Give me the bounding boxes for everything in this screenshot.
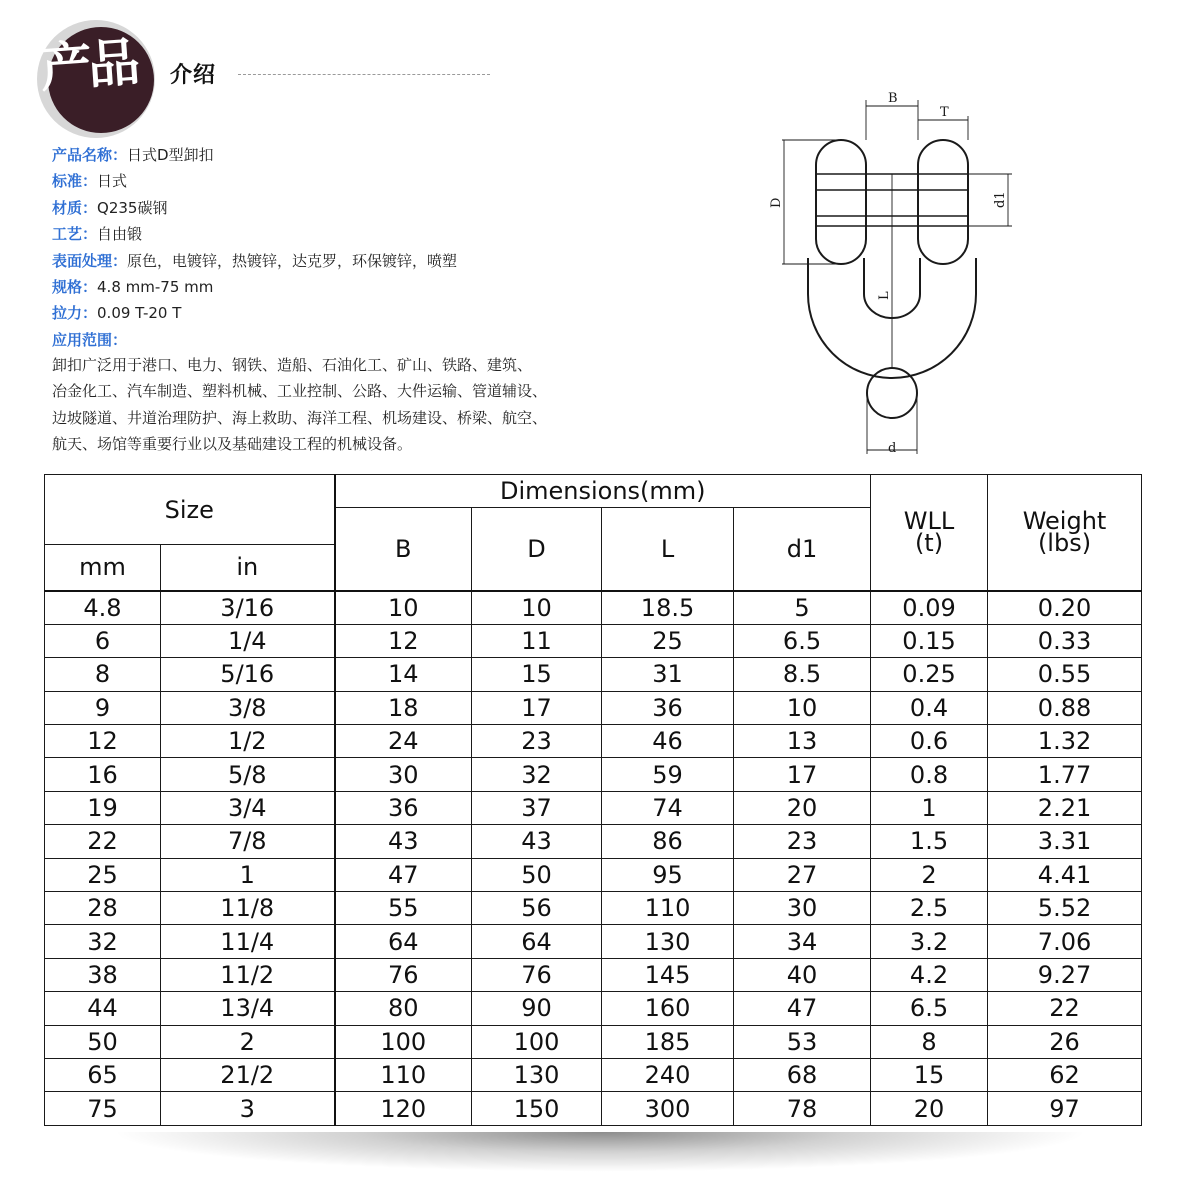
cell-weight: 1.77 bbox=[988, 758, 1142, 791]
cell-weight: 5.52 bbox=[988, 892, 1142, 925]
info-line-spec: 规格：4.8 mm-75 mm bbox=[52, 277, 214, 296]
cell-b: 10 bbox=[335, 591, 472, 625]
cell-l: 95 bbox=[602, 858, 734, 891]
cell-b: 18 bbox=[335, 691, 472, 724]
header-mm: mm bbox=[45, 545, 161, 591]
cell-l: 74 bbox=[602, 791, 734, 824]
cell-size-in: 13/4 bbox=[161, 992, 335, 1025]
info-line-surface: 表面处理：原色，电镀锌，热镀锌，达克罗，环保镀锌，喷塑 bbox=[52, 251, 458, 270]
cell-wll: 0.25 bbox=[871, 658, 988, 691]
cell-weight: 26 bbox=[988, 1025, 1142, 1058]
body-cross-section bbox=[867, 368, 917, 418]
cell-weight: 0.20 bbox=[988, 591, 1142, 625]
cell-d: 32 bbox=[472, 758, 602, 791]
cell-size-in: 11/4 bbox=[161, 925, 335, 958]
cell-size-mm: 65 bbox=[45, 1058, 161, 1091]
application-text bbox=[52, 352, 612, 458]
table-row bbox=[45, 858, 1142, 891]
cell-b: 80 bbox=[335, 992, 472, 1025]
cell-weight: 62 bbox=[988, 1058, 1142, 1091]
cell-weight: 7.06 bbox=[988, 925, 1142, 958]
cell-wll: 0.6 bbox=[871, 725, 988, 758]
header-d: D bbox=[472, 508, 602, 591]
table-row bbox=[45, 825, 1142, 858]
cell-b: 14 bbox=[335, 658, 472, 691]
cell-d: 15 bbox=[472, 658, 602, 691]
info-line-process: 工艺：自由锻 bbox=[52, 225, 143, 244]
cell-weight: 1.32 bbox=[988, 725, 1142, 758]
cell-d1: 23 bbox=[734, 825, 871, 858]
cell-l: 300 bbox=[602, 1092, 734, 1125]
cell-b: 24 bbox=[335, 725, 472, 758]
table-row bbox=[45, 691, 1142, 724]
cell-d: 23 bbox=[472, 725, 602, 758]
spec-table-body bbox=[45, 591, 1142, 1126]
cell-b: 12 bbox=[335, 624, 472, 657]
cell-l: 240 bbox=[602, 1058, 734, 1091]
cell-d1: 10 bbox=[734, 691, 871, 724]
cell-weight: 9.27 bbox=[988, 958, 1142, 991]
cell-size-mm: 12 bbox=[45, 725, 161, 758]
cell-d1: 5 bbox=[734, 591, 871, 625]
cell-size-in: 2 bbox=[161, 1025, 335, 1058]
table-row bbox=[45, 791, 1142, 824]
table-row bbox=[45, 1058, 1142, 1091]
right-eye bbox=[918, 140, 968, 264]
cell-wll: 2.5 bbox=[871, 892, 988, 925]
cell-l: 59 bbox=[602, 758, 734, 791]
cell-size-in: 7/8 bbox=[161, 825, 335, 858]
table-row bbox=[45, 758, 1142, 791]
cell-size-mm: 9 bbox=[45, 691, 161, 724]
cell-d: 56 bbox=[472, 892, 602, 925]
header-size: Size bbox=[45, 475, 335, 545]
cell-l: 145 bbox=[602, 958, 734, 991]
cell-size-in: 3/4 bbox=[161, 791, 335, 824]
cell-size-in: 1/4 bbox=[161, 624, 335, 657]
cell-d: 76 bbox=[472, 958, 602, 991]
cell-size-mm: 32 bbox=[45, 925, 161, 958]
cell-b: 100 bbox=[335, 1025, 472, 1058]
cell-d1: 68 bbox=[734, 1058, 871, 1091]
info-line-application: 应用范围： bbox=[52, 330, 128, 349]
cell-weight: 3.31 bbox=[988, 825, 1142, 858]
cell-d1: 6.5 bbox=[734, 624, 871, 657]
cell-b: 55 bbox=[335, 892, 472, 925]
cell-b: 43 bbox=[335, 825, 472, 858]
cell-d: 37 bbox=[472, 791, 602, 824]
info-line-material: 材质：Q235碳钢 bbox=[52, 198, 168, 217]
table-row bbox=[45, 591, 1142, 625]
product-info bbox=[52, 142, 612, 353]
header-l: L bbox=[602, 508, 734, 591]
cell-wll: 2 bbox=[871, 858, 988, 891]
cell-weight: 22 bbox=[988, 992, 1142, 1025]
cell-wll: 20 bbox=[871, 1092, 988, 1125]
cell-wll: 3.2 bbox=[871, 925, 988, 958]
info-line-tension: 拉力：0.09 T-20 T bbox=[52, 304, 182, 323]
cell-size-mm: 8 bbox=[45, 658, 161, 691]
cell-d1: 8.5 bbox=[734, 658, 871, 691]
cell-d1: 17 bbox=[734, 758, 871, 791]
cell-wll: 0.8 bbox=[871, 758, 988, 791]
header-dimensions: Dimensions(mm) bbox=[335, 475, 871, 508]
table-row bbox=[45, 1025, 1142, 1058]
cell-size-in: 3/16 bbox=[161, 591, 335, 625]
cell-weight: 0.55 bbox=[988, 658, 1142, 691]
title-badge-text: 产品 bbox=[38, 32, 139, 100]
cell-b: 36 bbox=[335, 791, 472, 824]
cell-d: 43 bbox=[472, 825, 602, 858]
cell-l: 110 bbox=[602, 892, 734, 925]
cell-size-mm: 6 bbox=[45, 624, 161, 657]
spec-table bbox=[44, 474, 1142, 1126]
cell-size-mm: 4.8 bbox=[45, 591, 161, 625]
cell-d: 10 bbox=[472, 591, 602, 625]
cell-d1: 34 bbox=[734, 925, 871, 958]
cell-wll: 0.4 bbox=[871, 691, 988, 724]
cell-l: 31 bbox=[602, 658, 734, 691]
cell-weight: 0.88 bbox=[988, 691, 1142, 724]
application-line: 冶金化工、汽车制造、塑料机械、工业控制、公路、大件运输、管道辅设、 bbox=[52, 382, 548, 401]
application-line: 航天、场馆等重要行业以及基础建设工程的机械设备。 bbox=[52, 435, 413, 454]
cell-b: 120 bbox=[335, 1092, 472, 1125]
cell-weight: 4.41 bbox=[988, 858, 1142, 891]
cell-size-mm: 38 bbox=[45, 958, 161, 991]
cell-l: 86 bbox=[602, 825, 734, 858]
cell-size-mm: 50 bbox=[45, 1025, 161, 1058]
cell-b: 76 bbox=[335, 958, 472, 991]
cell-d: 11 bbox=[472, 624, 602, 657]
cell-d: 50 bbox=[472, 858, 602, 891]
cell-l: 130 bbox=[602, 925, 734, 958]
cell-d1: 47 bbox=[734, 992, 871, 1025]
cell-d: 17 bbox=[472, 691, 602, 724]
cell-l: 46 bbox=[602, 725, 734, 758]
label-b: B bbox=[888, 91, 898, 106]
cell-weight: 97 bbox=[988, 1092, 1142, 1125]
cell-wll: 0.09 bbox=[871, 591, 988, 625]
section-subtitle: 介绍 bbox=[170, 63, 217, 88]
cell-d: 64 bbox=[472, 925, 602, 958]
cell-d: 130 bbox=[472, 1058, 602, 1091]
cell-d1: 27 bbox=[734, 858, 871, 891]
cell-b: 110 bbox=[335, 1058, 472, 1091]
cell-d: 100 bbox=[472, 1025, 602, 1058]
cell-size-mm: 25 bbox=[45, 858, 161, 891]
cell-d: 150 bbox=[472, 1092, 602, 1125]
header-weight: Weight (lbs) bbox=[988, 475, 1142, 591]
cell-wll: 4.2 bbox=[871, 958, 988, 991]
cell-l: 36 bbox=[602, 691, 734, 724]
label-d1: d1 bbox=[993, 191, 1008, 208]
label-d-upper: D bbox=[769, 197, 784, 208]
header-in: in bbox=[161, 545, 335, 591]
cell-wll: 1 bbox=[871, 791, 988, 824]
cell-d: 90 bbox=[472, 992, 602, 1025]
bottom-shadow bbox=[110, 1132, 1090, 1172]
cell-size-in: 1 bbox=[161, 858, 335, 891]
cell-size-in: 5/8 bbox=[161, 758, 335, 791]
cell-size-mm: 44 bbox=[45, 992, 161, 1025]
header-divider bbox=[238, 74, 490, 75]
cell-wll: 15 bbox=[871, 1058, 988, 1091]
cell-size-in: 11/8 bbox=[161, 892, 335, 925]
label-t: T bbox=[940, 105, 949, 120]
cell-size-in: 5/16 bbox=[161, 658, 335, 691]
cell-l: 185 bbox=[602, 1025, 734, 1058]
cell-l: 25 bbox=[602, 624, 734, 657]
cell-size-mm: 22 bbox=[45, 825, 161, 858]
cell-wll: 0.15 bbox=[871, 624, 988, 657]
cell-weight: 0.33 bbox=[988, 624, 1142, 657]
cell-size-mm: 16 bbox=[45, 758, 161, 791]
cell-l: 18.5 bbox=[602, 591, 734, 625]
table-row bbox=[45, 624, 1142, 657]
table-row bbox=[45, 1092, 1142, 1125]
header-b: B bbox=[335, 508, 472, 591]
application-line: 卸扣广泛用于港口、电力、钢铁、造船、石油化工、矿山、铁路、建筑、 bbox=[52, 356, 533, 374]
cell-d1: 53 bbox=[734, 1025, 871, 1058]
table-row bbox=[45, 925, 1142, 958]
table-row bbox=[45, 992, 1142, 1025]
cell-wll: 6.5 bbox=[871, 992, 988, 1025]
header-wll: WLL (t) bbox=[871, 475, 988, 591]
cell-d1: 78 bbox=[734, 1092, 871, 1125]
cell-d1: 13 bbox=[734, 725, 871, 758]
cell-b: 30 bbox=[335, 758, 472, 791]
cell-size-in: 21/2 bbox=[161, 1058, 335, 1091]
cell-weight: 2.21 bbox=[988, 791, 1142, 824]
cell-size-mm: 75 bbox=[45, 1092, 161, 1125]
info-line-name: 产品名称：日式D型卸扣 bbox=[52, 146, 214, 164]
cell-d1: 20 bbox=[734, 791, 871, 824]
application-line: 边坡隧道、井道治理防护、海上救助、海洋工程、机场建设、桥梁、航空、 bbox=[52, 408, 548, 427]
info-line-standard: 标准：日式 bbox=[52, 172, 128, 191]
label-l: L bbox=[877, 291, 892, 300]
cell-wll: 8 bbox=[871, 1025, 988, 1058]
header-d1: d1 bbox=[734, 508, 871, 591]
cell-b: 64 bbox=[335, 925, 472, 958]
cell-size-in: 11/2 bbox=[161, 958, 335, 991]
table-row bbox=[45, 892, 1142, 925]
cell-d1: 30 bbox=[734, 892, 871, 925]
cell-size-in: 1/2 bbox=[161, 725, 335, 758]
cell-size-mm: 19 bbox=[45, 791, 161, 824]
shackle-diagram bbox=[760, 82, 1020, 460]
cell-d1: 40 bbox=[734, 958, 871, 991]
cell-size-in: 3 bbox=[161, 1092, 335, 1125]
cell-size-in: 3/8 bbox=[161, 691, 335, 724]
cell-b: 47 bbox=[335, 858, 472, 891]
table-row bbox=[45, 658, 1142, 691]
table-row bbox=[45, 958, 1142, 991]
cell-wll: 1.5 bbox=[871, 825, 988, 858]
cell-size-mm: 28 bbox=[45, 892, 161, 925]
cell-l: 160 bbox=[602, 992, 734, 1025]
left-eye bbox=[816, 140, 866, 264]
label-d-lower: d bbox=[888, 441, 897, 456]
table-row bbox=[45, 725, 1142, 758]
